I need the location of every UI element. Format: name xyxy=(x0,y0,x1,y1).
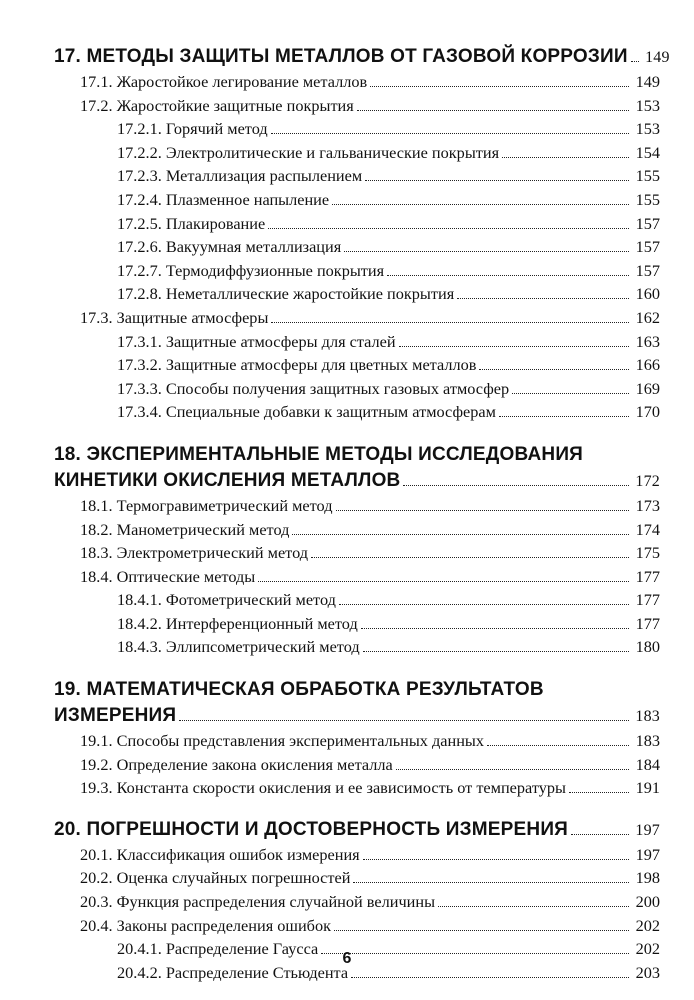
toc-subsection xyxy=(54,635,660,659)
toc-page-number: 175 xyxy=(635,543,660,563)
toc-section xyxy=(54,729,660,753)
toc-page-number: 154 xyxy=(635,142,660,162)
toc-entry-title: 17.2.4. Плазменное напыление xyxy=(117,189,330,209)
chapter-spacer xyxy=(54,424,660,441)
dot-leader xyxy=(361,614,629,629)
toc-entry-title: КИНЕТИКИ ОКИСЛЕНИЯ МЕТАЛЛОВ xyxy=(54,469,401,491)
toc-entry-title: 17.1. Жаростойкое легирование металлов xyxy=(80,72,368,91)
dot-leader xyxy=(370,72,629,87)
toc-page-number: 183 xyxy=(635,731,660,751)
toc-section xyxy=(54,541,660,565)
toc-section xyxy=(54,866,660,890)
dot-leader xyxy=(179,704,629,721)
toc-subsection xyxy=(54,259,660,283)
toc-page-number: 191 xyxy=(635,778,660,798)
toc-entry-title: 18.1. Термогравиметрический метод xyxy=(80,495,333,515)
toc-page-number: 162 xyxy=(635,307,660,327)
toc-entry-title: 17.2.7. Термодиффузионные покрытия xyxy=(117,260,385,280)
toc-page-number: 170 xyxy=(635,402,660,422)
dot-leader xyxy=(631,45,639,62)
toc-entry-title: 17. МЕТОДЫ ЗАЩИТЫ МЕТАЛЛОВ ОТ ГАЗОВОЙ КОРРОЗИИ xyxy=(54,46,628,67)
toc-page-number: 166 xyxy=(635,355,660,375)
dot-leader xyxy=(403,469,629,486)
toc-entry-title: 17.2.5. Плакирование xyxy=(117,213,266,233)
dot-leader xyxy=(499,402,629,417)
toc-subsection xyxy=(54,353,660,377)
dot-leader xyxy=(399,332,629,347)
toc-entry-title: 17.3.3. Способы получения защитных газовых атмосфер xyxy=(117,378,510,398)
toc-subsection xyxy=(54,377,660,401)
dot-leader xyxy=(357,96,629,111)
toc-page-number: 198 xyxy=(635,868,660,888)
dot-leader xyxy=(365,167,629,182)
toc-page-number: 174 xyxy=(635,519,660,539)
toc-entry-title: 18.4. Оптические методы xyxy=(80,566,256,586)
toc-subsection xyxy=(54,117,660,141)
toc-section xyxy=(54,518,660,542)
toc-page-number: 153 xyxy=(635,95,660,115)
toc-entry-title: 17.3. Защитные атмосферы xyxy=(80,307,269,327)
dot-leader xyxy=(271,308,629,323)
dot-leader xyxy=(271,119,629,134)
dot-leader xyxy=(512,379,629,394)
toc-page-number: 197 xyxy=(635,844,660,864)
dot-leader xyxy=(353,869,629,884)
dot-leader xyxy=(387,261,629,276)
toc-page-number: 183 xyxy=(635,708,660,726)
toc-section xyxy=(54,494,660,518)
toc-page-number: 149 xyxy=(635,72,660,91)
toc-page-number: 177 xyxy=(635,566,660,586)
toc-entry-title: 18.4.1. Фотометрический метод xyxy=(117,590,336,610)
dot-leader xyxy=(457,285,629,300)
toc-entry-title: 20.2. Оценка случайных погрешностей xyxy=(80,868,351,888)
toc-page-number: 173 xyxy=(635,495,660,515)
dot-leader xyxy=(487,731,629,746)
toc-subsection xyxy=(54,212,660,236)
toc-page-number: 160 xyxy=(635,284,660,304)
chapter-heading-line: 18. ЭКСПЕРИМЕНТАЛЬНЫЕ МЕТОДЫ ИССЛЕДОВАНИЯ xyxy=(54,443,584,465)
toc-page-number: 180 xyxy=(635,637,660,657)
toc-page-number: 155 xyxy=(635,189,660,209)
toc-page-number: 157 xyxy=(635,213,660,233)
table-of-contents xyxy=(54,44,670,984)
chapter-heading xyxy=(54,817,660,843)
toc-entry-title: 20.4. Законы распределения ошибок xyxy=(80,915,331,935)
toc-page-number: 169 xyxy=(635,378,660,398)
dot-leader xyxy=(311,543,629,558)
toc-page-number: 155 xyxy=(635,166,660,186)
dot-leader xyxy=(334,916,629,931)
toc-page-number: 149 xyxy=(645,49,670,66)
toc-page-number: 184 xyxy=(635,754,660,774)
toc-subsection xyxy=(54,282,660,306)
toc-page-number: 202 xyxy=(635,915,660,935)
toc-subsection xyxy=(54,400,660,424)
toc-page-number: 163 xyxy=(635,331,660,351)
toc-entry-title: 20.4.1. Распределение Гаусса xyxy=(117,939,319,959)
toc-subsection xyxy=(54,141,660,165)
toc-page-number: 177 xyxy=(635,613,660,633)
dot-leader xyxy=(479,355,629,370)
page-number: 6 xyxy=(342,950,352,967)
toc-entry-title: 17.2.8. Неметаллические жаростойкие покрытия xyxy=(117,284,455,304)
toc-entry-title: 17.2.6. Вакуумная металлизация xyxy=(117,237,342,257)
toc-section xyxy=(54,914,660,938)
toc-page-number: 157 xyxy=(635,237,660,257)
toc-section xyxy=(54,565,660,589)
dot-leader xyxy=(258,567,629,582)
chapter-heading xyxy=(54,703,660,729)
toc-section xyxy=(54,843,660,867)
toc-page-number: 197 xyxy=(635,821,660,839)
toc-section xyxy=(54,753,660,777)
chapter-heading-line: 19. МАТЕМАТИЧЕСКАЯ ОБРАБОТКА РЕЗУЛЬТАТОВ xyxy=(54,679,544,701)
toc-entry-title: 18.4.2. Интерференционный метод xyxy=(117,613,358,633)
dot-leader xyxy=(344,237,629,252)
toc-entry-title: ИЗМЕРЕНИЯ xyxy=(54,705,177,727)
toc-page-number: 200 xyxy=(635,892,660,912)
toc-entry-title: 17.3.4. Специальные добавки к защитным атмосферам xyxy=(117,402,496,422)
dot-leader xyxy=(268,214,629,229)
toc-page-number: 153 xyxy=(635,119,660,139)
toc-page-number: 172 xyxy=(635,472,660,490)
toc-page-number: 203 xyxy=(635,962,660,982)
toc-entry-title: 18.4.3. Эллипсометрический метод xyxy=(117,637,360,657)
toc-subsection xyxy=(54,235,660,259)
toc-page-number: 177 xyxy=(635,590,660,610)
toc-entry-title: 18.3. Электрометрический метод xyxy=(80,543,309,563)
dot-leader xyxy=(569,778,629,793)
toc-entry-title: 17.3.1. Защитные атмосферы для сталей xyxy=(117,331,396,351)
toc-entry-title: 20.1. Классификация ошибок измерения xyxy=(80,844,360,864)
toc-subsection xyxy=(54,330,660,354)
toc-entry-title: 17.2.2. Электролитические и гальванические покрытия xyxy=(117,142,500,162)
toc-section xyxy=(54,94,660,118)
dot-leader xyxy=(502,143,629,158)
dot-leader xyxy=(363,845,629,860)
dot-leader xyxy=(363,638,629,653)
toc-subsection xyxy=(54,612,660,636)
toc-entry-title: 17.2.3. Металлизация распылением xyxy=(117,166,363,186)
toc-entry-title: 18.2. Манометрический метод xyxy=(80,519,290,539)
toc-entry-title: 19.1. Способы представления экспериментальных данных xyxy=(80,731,485,751)
toc-entry-title: 19.3. Константа скорости окисления и ее зависимость от температуры xyxy=(80,778,566,798)
toc-subsection xyxy=(54,188,660,212)
toc-section xyxy=(54,890,660,914)
chapter-heading xyxy=(54,468,660,494)
dot-leader xyxy=(336,496,629,511)
chapter-spacer xyxy=(54,659,660,676)
chapter-heading xyxy=(54,44,670,70)
toc-entry-title: 20. ПОГРЕШНОСТИ И ДОСТОВЕРНОСТЬ ИЗМЕРЕНИЯ xyxy=(54,818,569,840)
toc-entry-title: 17.2. Жаростойкие защитные покрытия xyxy=(80,95,354,115)
toc-section xyxy=(54,776,660,800)
dot-leader xyxy=(332,190,629,205)
toc-page-number: 202 xyxy=(635,939,660,959)
toc-subsection xyxy=(54,588,660,612)
toc-section xyxy=(54,306,660,330)
toc-page-number: 157 xyxy=(635,260,660,280)
dot-leader xyxy=(571,818,629,835)
dot-leader xyxy=(292,520,629,535)
dot-leader xyxy=(438,892,629,907)
dot-leader xyxy=(396,755,629,770)
toc-entry-title: 19.2. Определение закона окисления металла xyxy=(80,754,393,774)
toc-entry-title: 20.4.2. Распределение Стьюдента xyxy=(117,962,349,982)
toc-section xyxy=(54,70,660,94)
toc-entry-title: 17.3.2. Защитные атмосферы для цветных металлов xyxy=(117,355,477,375)
toc-subsection xyxy=(54,164,660,188)
dot-leader xyxy=(339,590,629,605)
chapter-spacer xyxy=(54,800,660,817)
toc-entry-title: 20.3. Функция распределения случайной величины xyxy=(80,892,436,912)
toc-entry-title: 17.2.1. Горячий метод xyxy=(117,119,268,139)
